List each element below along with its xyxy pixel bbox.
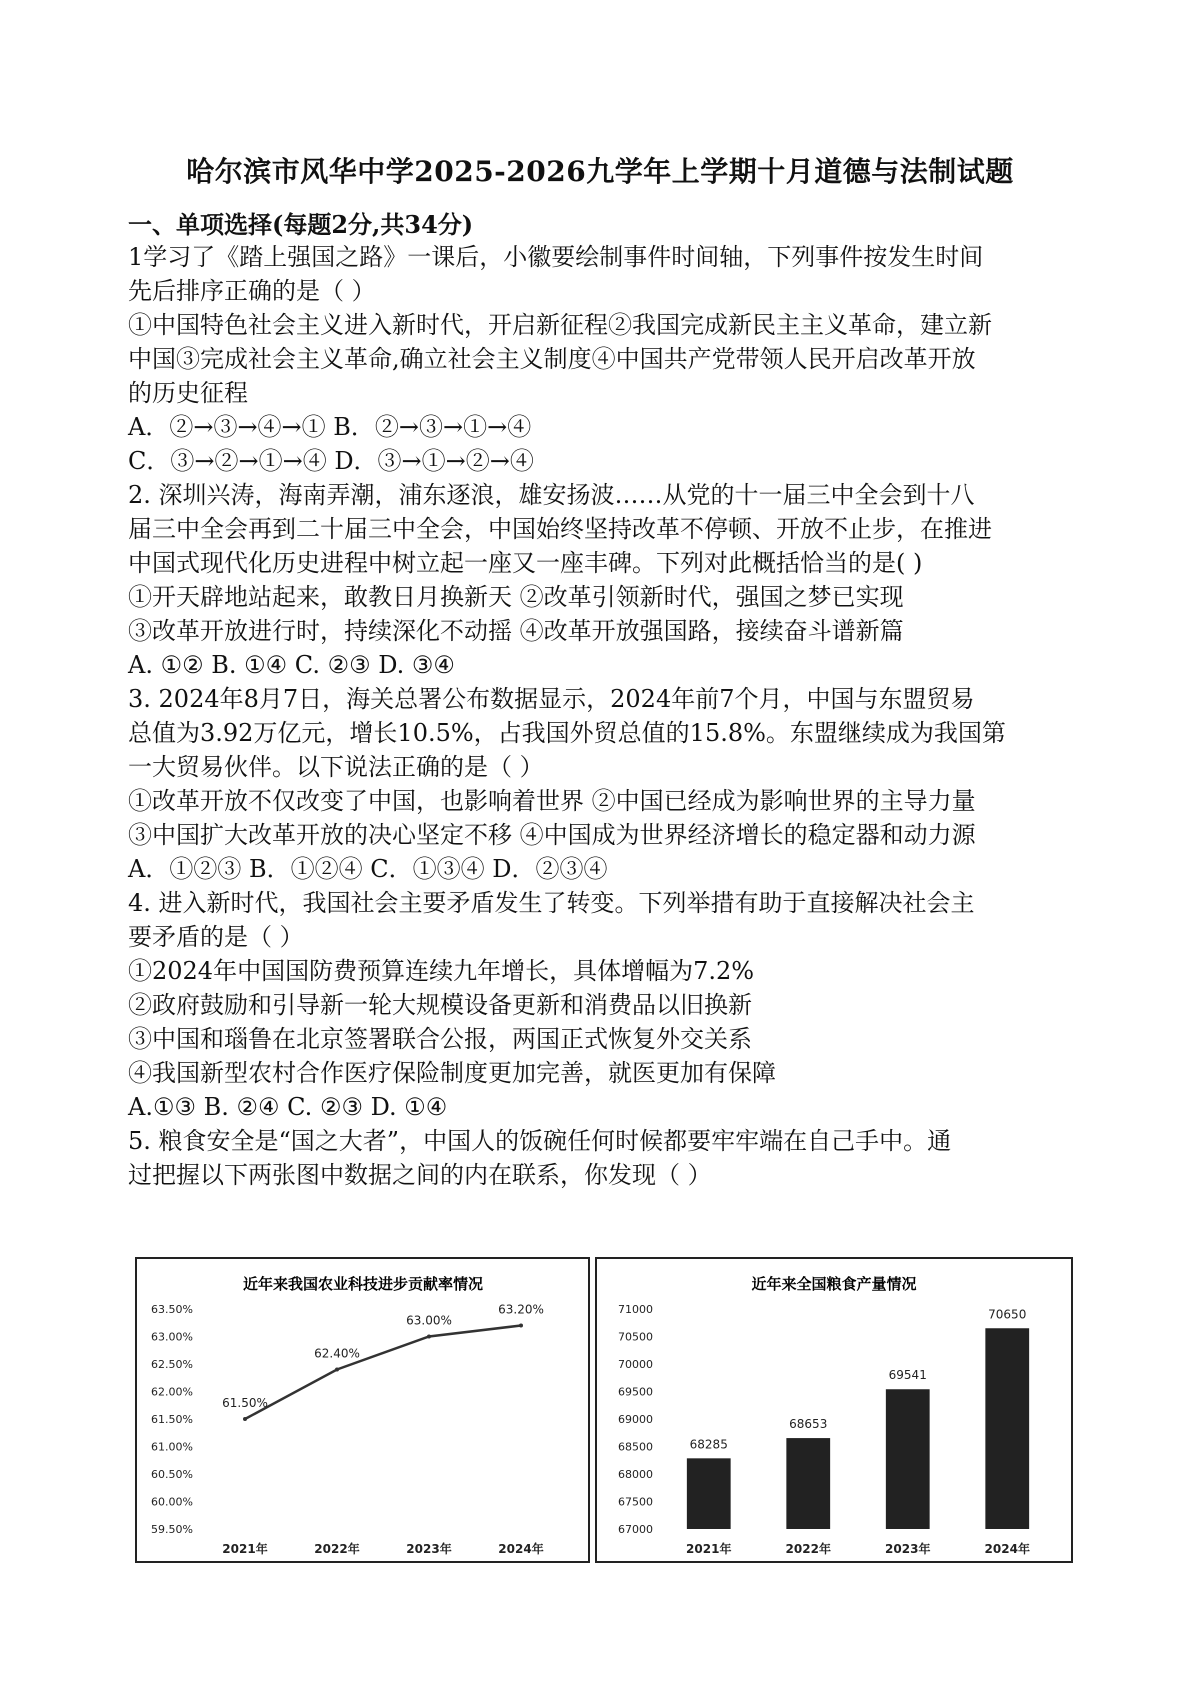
data-point bbox=[427, 1335, 431, 1339]
series-line bbox=[245, 1326, 521, 1420]
x-tick-label: 2021年 bbox=[686, 1542, 732, 1556]
chart-grain-output bbox=[595, 1257, 1073, 1563]
option-line: A．①②③ B．①②④ C．①③④ D．②③④ bbox=[128, 855, 608, 883]
question-line: 届三中全会再到二十届三中全会，中国始终坚持改革不停顿、开放不止步，在推进 bbox=[128, 515, 992, 543]
option-line: A．②→③→④→① B．②→③→①→④ bbox=[128, 413, 532, 441]
question-line: 中国③完成社会主义革命,确立社会主义制度④中国共产党带领人民开启改革开放 bbox=[128, 345, 976, 373]
bar bbox=[786, 1438, 830, 1529]
question-line: 中国式现代化历史进程中树立起一座又一座丰碑。下列对此概括恰当的是( ) bbox=[128, 549, 923, 577]
data-label: 61.50% bbox=[222, 1396, 268, 1410]
y-tick-label: 68500 bbox=[618, 1440, 653, 1454]
data-label: 68653 bbox=[789, 1417, 828, 1432]
question-line: ①改革开放不仅改变了中国，也影响着世界 ②中国已经成为影响世界的主导力量 bbox=[128, 787, 976, 815]
option-line: A. ①② B. ①④ C. ②③ D. ③④ bbox=[128, 651, 455, 679]
data-point bbox=[335, 1368, 339, 1372]
bar-chart-svg bbox=[597, 1259, 1071, 1561]
x-tick-label: 2023年 bbox=[885, 1542, 931, 1556]
question-line: 的历史征程 bbox=[128, 379, 248, 407]
question-line: ②政府鼓励和引导新一轮大规模设备更新和消费品以旧换新 bbox=[128, 991, 752, 1019]
data-point bbox=[519, 1324, 523, 1328]
y-tick-label: 70000 bbox=[618, 1358, 653, 1371]
question-line: ①开天辟地站起来，敢教日月换新天 ②改革引领新时代，强国之梦已实现 bbox=[128, 583, 904, 611]
y-tick-label: 71000 bbox=[618, 1303, 653, 1316]
chart-title: 近年来全国粮食产量情况 bbox=[751, 1275, 917, 1293]
y-tick-label: 63.50% bbox=[151, 1303, 193, 1316]
question-line: ①2024年中国国防费预算连续九年增长，具体增幅为7.2% bbox=[128, 957, 755, 985]
question-line: ④我国新型农村合作医疗保险制度更加完善，就医更加有保障 bbox=[128, 1059, 776, 1087]
data-label: 63.20% bbox=[498, 1302, 544, 1317]
x-tick-label: 2022年 bbox=[785, 1542, 831, 1556]
bar bbox=[687, 1458, 731, 1529]
x-tick-label: 2022年 bbox=[314, 1542, 360, 1556]
page-title: 哈尔滨市风华中学2025-2026九学年上学期十月道德与法制试题 bbox=[186, 155, 1014, 188]
bar bbox=[985, 1328, 1029, 1529]
data-label: 68285 bbox=[689, 1437, 728, 1452]
y-tick-label: 63.00% bbox=[151, 1330, 193, 1344]
chart-agri-tech-contribution bbox=[135, 1257, 590, 1563]
y-tick-label: 60.50% bbox=[151, 1468, 193, 1481]
y-tick-label: 69500 bbox=[618, 1385, 653, 1399]
option-line: C．③→②→①→④ D．③→①→②→④ bbox=[128, 447, 534, 475]
y-tick-label: 60.00% bbox=[151, 1495, 193, 1509]
question-line: 一大贸易伙伴。以下说法正确的是（ ） bbox=[128, 753, 544, 781]
data-label: 62.40% bbox=[314, 1346, 360, 1361]
x-tick-label: 2023年 bbox=[406, 1542, 452, 1556]
y-tick-label: 68000 bbox=[618, 1468, 653, 1481]
y-tick-label: 61.50% bbox=[151, 1413, 193, 1426]
line-chart-svg bbox=[137, 1259, 588, 1561]
question-line: ①中国特色社会主义进入新时代，开启新征程②我国完成新民主主义革命，建立新 bbox=[128, 311, 992, 339]
question-line: ③中国和瑙鲁在北京签署联合公报，两国正式恢复外交关系 bbox=[128, 1025, 752, 1053]
question-line: ③中国扩大改革开放的决心坚定不移 ④中国成为世界经济增长的稳定器和动力源 bbox=[128, 821, 976, 849]
chart-title: 近年来我国农业科技进步贡献率情况 bbox=[242, 1275, 484, 1293]
x-tick-label: 2021年 bbox=[222, 1542, 268, 1556]
bar bbox=[886, 1389, 930, 1529]
y-tick-label: 61.00% bbox=[151, 1440, 193, 1454]
question-line: 总值为3.92万亿元，增长10.5%，占我国外贸总值的15.8%。东盟继续成为我国第 bbox=[128, 719, 1006, 747]
question-line: 要矛盾的是（ ） bbox=[128, 923, 304, 951]
x-tick-label: 2024年 bbox=[984, 1542, 1030, 1556]
data-point bbox=[243, 1417, 247, 1421]
data-label: 63.00% bbox=[406, 1313, 452, 1328]
y-tick-label: 69000 bbox=[618, 1413, 653, 1426]
y-tick-label: 67000 bbox=[618, 1523, 653, 1536]
question-line: 3. 2024年8月7日，海关总署公布数据显示，2024年前7个月，中国与东盟贸易 bbox=[128, 685, 975, 713]
y-tick-label: 59.50% bbox=[151, 1523, 193, 1536]
question-line: 4. 进入新时代，我国社会主要矛盾发生了转变。下列举措有助于直接解决社会主 bbox=[128, 889, 975, 917]
question-line: 1学习了《踏上强国之路》一课后，小徽要绘制事件时间轴，下列事件按发生时间 bbox=[128, 243, 984, 271]
question-line: 过把握以下两张图中数据之间的内在联系，你发现（ ） bbox=[128, 1161, 712, 1189]
question-line: 5. 粮食安全是“国之大者”，中国人的饭碗任何时候都要牢牢端在自己手中。通 bbox=[128, 1127, 952, 1155]
question-line: 先后排序正确的是（ ） bbox=[128, 277, 376, 305]
x-tick-label: 2024年 bbox=[498, 1542, 544, 1556]
data-label: 70650 bbox=[988, 1307, 1027, 1322]
y-tick-label: 70500 bbox=[618, 1330, 653, 1344]
data-label: 69541 bbox=[888, 1368, 927, 1383]
option-line: A.①③ B. ②④ C. ②③ D. ①④ bbox=[128, 1093, 448, 1121]
question-line: 2. 深圳兴涛，海南弄潮，浦东逐浪，雄安扬波……从党的十一届三中全会到十八 bbox=[128, 481, 975, 509]
question-line: ③改革开放进行时，持续深化不动摇 ④改革开放强国路，接续奋斗谱新篇 bbox=[128, 617, 904, 645]
y-tick-label: 62.00% bbox=[151, 1385, 193, 1399]
y-tick-label: 67500 bbox=[618, 1495, 653, 1509]
section-heading: 一、单项选择(每题2分,共34分) bbox=[128, 210, 474, 239]
y-tick-label: 62.50% bbox=[151, 1358, 193, 1371]
